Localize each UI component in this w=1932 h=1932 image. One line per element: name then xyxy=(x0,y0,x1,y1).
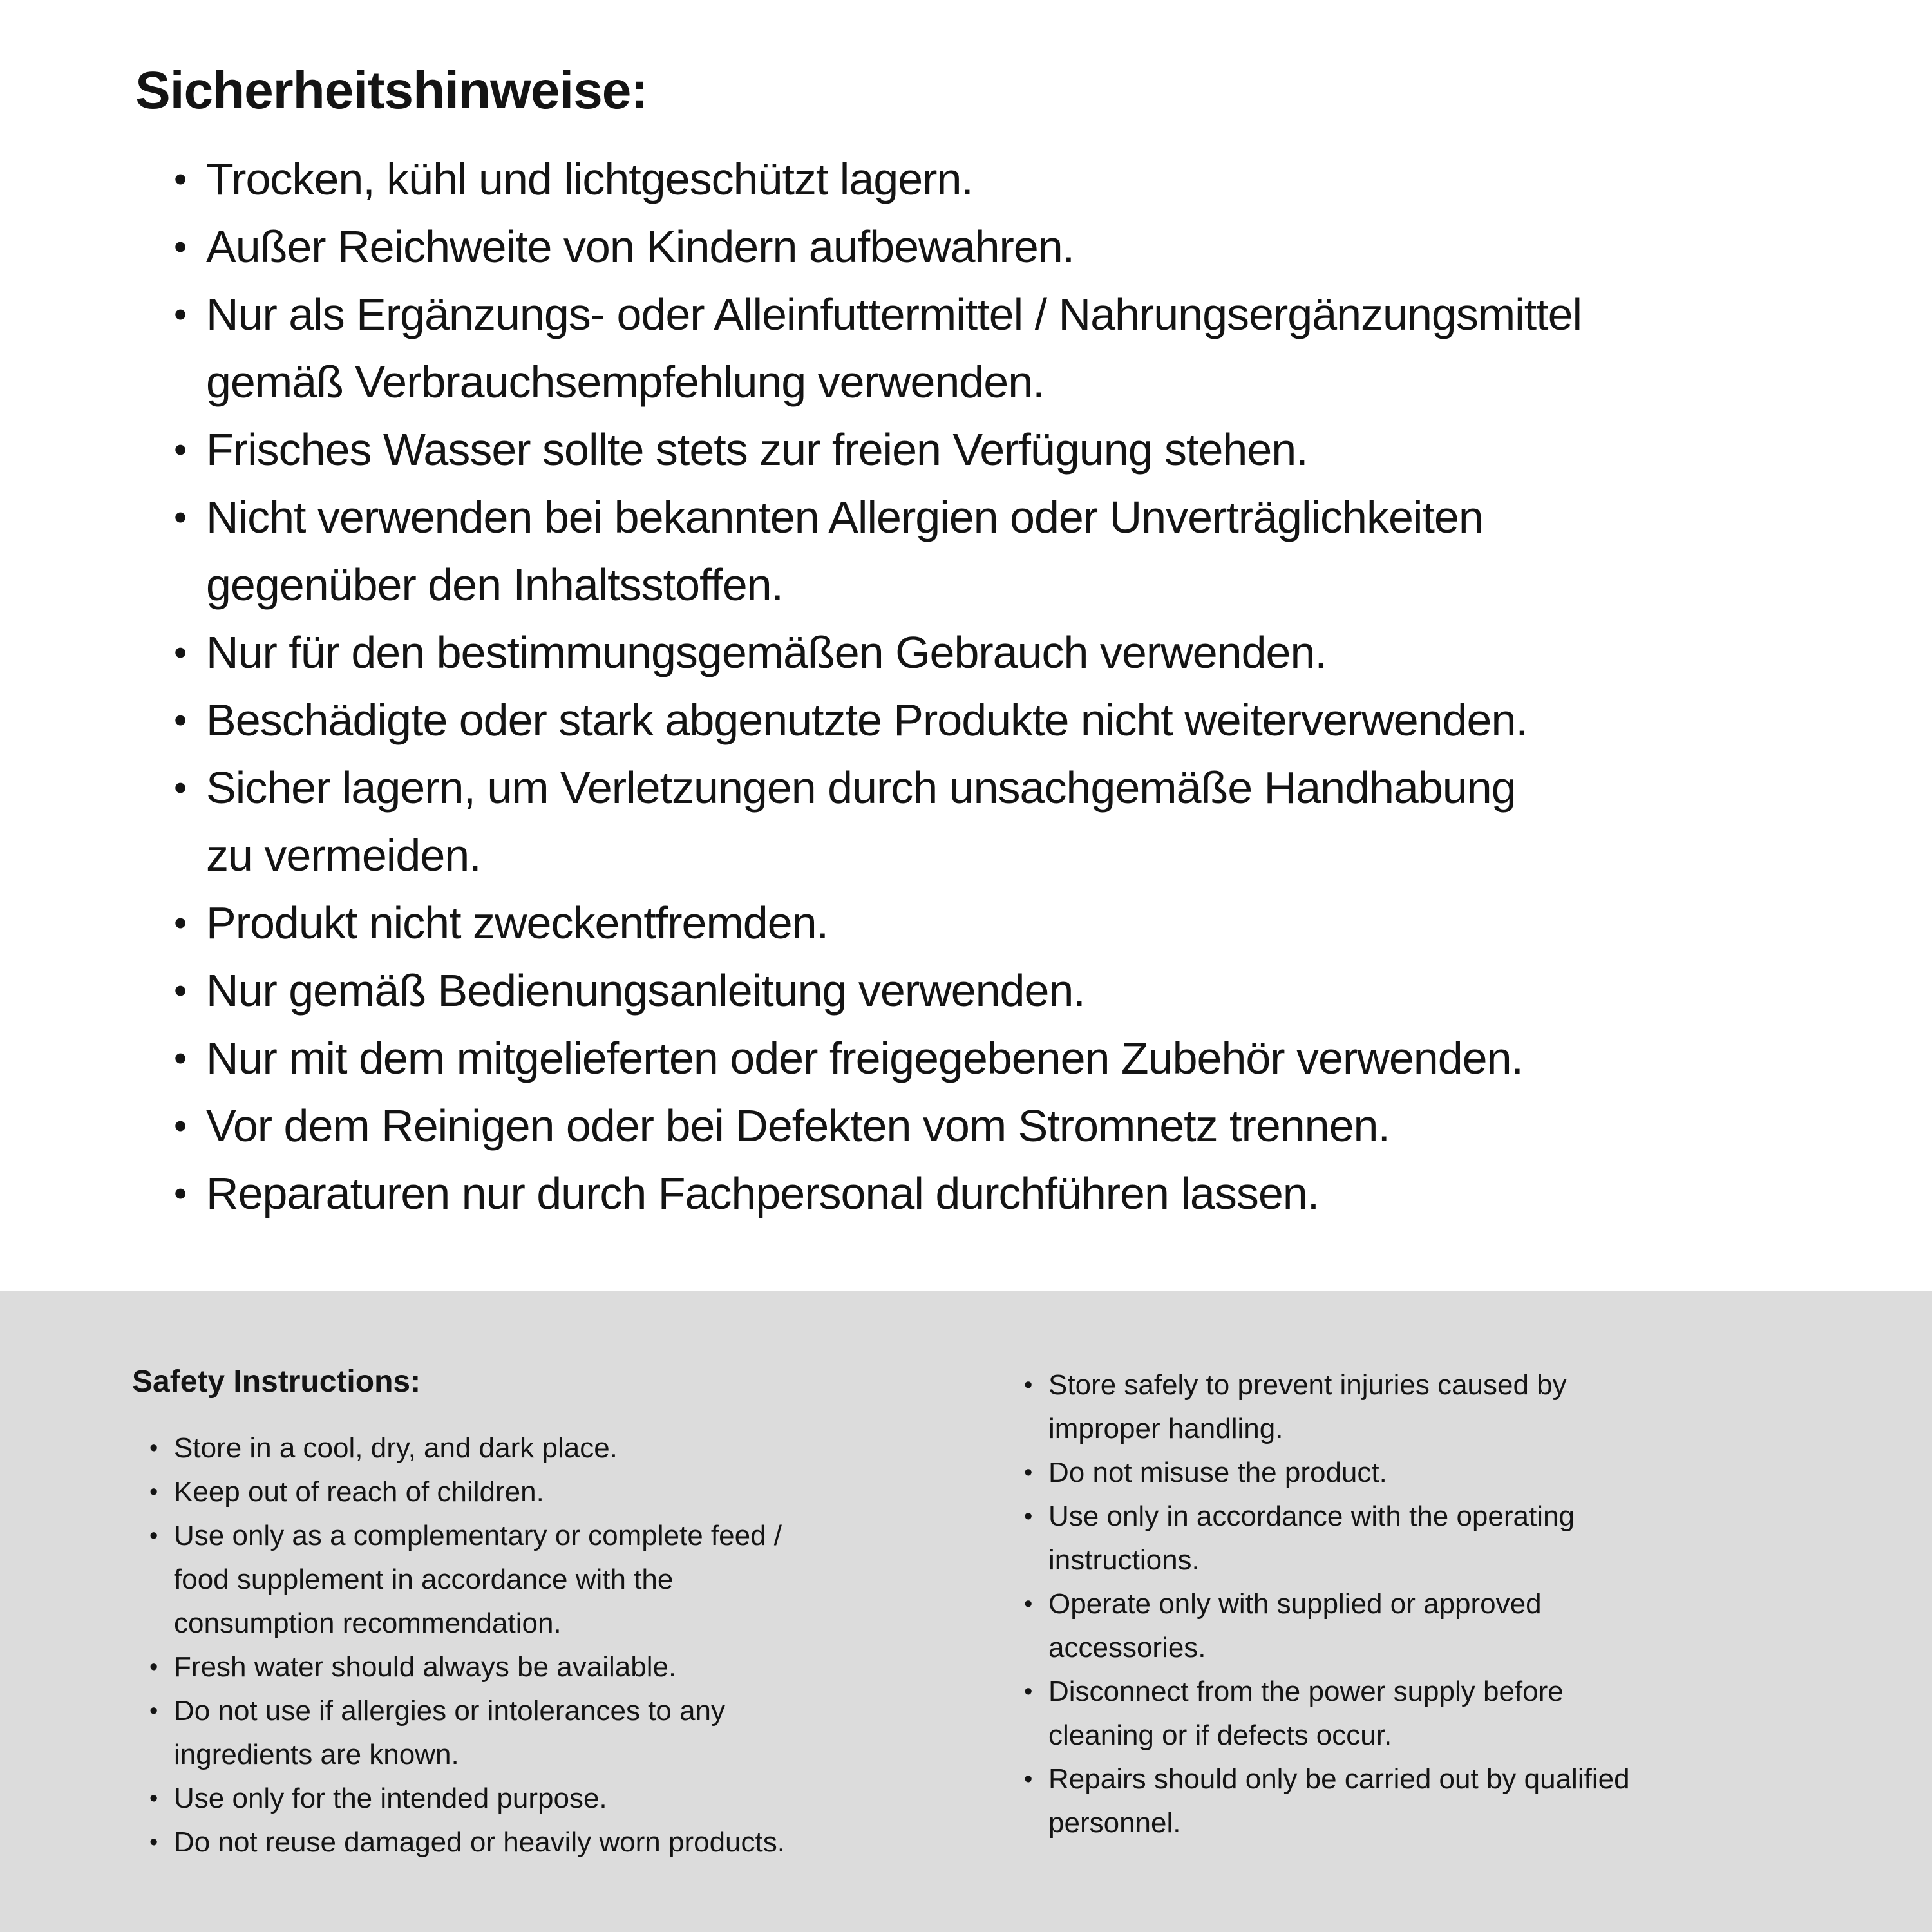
text-line: zu vermeiden. xyxy=(206,830,481,880)
list-item xyxy=(206,619,1932,687)
list-item xyxy=(206,1025,1932,1092)
text-line: • Produkt nicht zweckentfremden. xyxy=(206,898,829,948)
text-line: • Fresh water should always be available. xyxy=(174,1651,677,1683)
text-line: personnel. xyxy=(1048,1807,1181,1839)
text-line: • Trocken, kühl und lichtgeschützt lagern. xyxy=(206,154,973,204)
list-item xyxy=(174,1689,969,1777)
text-line: accessories. xyxy=(1048,1632,1206,1663)
list-item xyxy=(174,1470,969,1514)
text-line: • Vor dem Reinigen oder bei Defekten vom Stromnetz trennen. xyxy=(206,1101,1390,1151)
list-item xyxy=(174,1514,969,1645)
list-item xyxy=(206,754,1932,889)
text-line: • Frisches Wasser sollte stets zur freien Verfügung stehen. xyxy=(206,424,1308,475)
german-bullet-list xyxy=(135,146,1932,1227)
text-line: • Sicher lagern, um Verletzungen durch unsachgemäße Handhabung xyxy=(206,762,1516,813)
text-line: • Use only in accordance with the operating xyxy=(1048,1501,1575,1532)
list-item xyxy=(1048,1495,1630,1582)
text-line: • Nicht verwenden bei bekannten Allergien oder Unverträglichkeiten xyxy=(206,492,1483,542)
english-right-list xyxy=(1024,1363,1630,1845)
list-item xyxy=(206,1092,1932,1160)
text-line: consumption recommendation. xyxy=(174,1607,562,1639)
english-left-column xyxy=(132,1363,969,1864)
list-item xyxy=(1048,1670,1630,1757)
text-line: • Store safely to prevent injuries caused by xyxy=(1048,1369,1567,1401)
text-line: gegenüber den Inhaltsstoffen. xyxy=(206,560,784,610)
text-line: • Nur mit dem mitgelieferten oder freigegebenen Zubehör verwenden. xyxy=(206,1033,1523,1083)
text-line: improper handling. xyxy=(1048,1413,1283,1444)
list-item xyxy=(206,687,1932,754)
english-heading: Safety Instructions: xyxy=(132,1365,421,1399)
text-line: • Store in a cool, dry, and dark place. xyxy=(174,1432,618,1464)
text-line: • Beschädigte oder stark abgenutzte Produkte nicht weiterverwenden. xyxy=(206,695,1528,745)
text-line: • Reparaturen nur durch Fachpersonal durchführen lassen. xyxy=(206,1168,1320,1218)
list-item xyxy=(1048,1757,1630,1845)
text-line: cleaning or if defects occur. xyxy=(1048,1719,1392,1751)
list-item xyxy=(206,889,1932,957)
text-line: instructions. xyxy=(1048,1544,1200,1576)
text-line: food supplement in accordance with the xyxy=(174,1564,674,1595)
text-line: • Disconnect from the power supply before xyxy=(1048,1676,1564,1707)
text-line: • Do not reuse damaged or heavily worn products. xyxy=(174,1826,785,1858)
german-heading: Sicherheitshinweise: xyxy=(135,61,648,120)
text-line: • Keep out of reach of children. xyxy=(174,1476,544,1508)
english-right-column xyxy=(1024,1363,1630,1845)
text-line: gemäß Verbrauchsempfehlung verwenden. xyxy=(206,357,1045,407)
list-item xyxy=(206,1160,1932,1227)
text-line: • Nur gemäß Bedienungsanleitung verwenden. xyxy=(206,965,1085,1016)
text-line: • Außer Reichweite von Kindern aufbewahren. xyxy=(206,222,1075,272)
text-line: • Use only as a complementary or complete feed / xyxy=(174,1520,782,1551)
list-item xyxy=(174,1426,969,1470)
list-item xyxy=(206,146,1932,213)
text-line: • Nur für den bestimmungsgemäßen Gebrauch verwenden. xyxy=(206,627,1327,677)
text-line: • Do not use if allergies or intolerances to any xyxy=(174,1695,726,1727)
list-item xyxy=(206,281,1932,416)
text-line: • Operate only with supplied or approved xyxy=(1048,1588,1542,1620)
gray-band xyxy=(0,1291,1932,1932)
list-item xyxy=(174,1777,969,1821)
list-item xyxy=(1048,1451,1630,1495)
list-item xyxy=(1048,1363,1630,1451)
list-item xyxy=(206,416,1932,484)
text-line: • Do not misuse the product. xyxy=(1048,1457,1387,1488)
german-section xyxy=(135,59,1932,1227)
text-line: • Repairs should only be carried out by qualified xyxy=(1048,1763,1630,1795)
list-item xyxy=(1048,1582,1630,1670)
list-item xyxy=(206,213,1932,281)
english-columns xyxy=(0,1291,1932,1864)
list-item xyxy=(174,1821,969,1864)
list-item xyxy=(206,484,1932,619)
list-item xyxy=(206,957,1932,1025)
text-line: • Nur als Ergänzungs- oder Alleinfuttermittel / Nahrungsergänzungsmittel xyxy=(206,289,1582,339)
text-line: • Use only for the intended purpose. xyxy=(174,1783,607,1814)
list-item xyxy=(174,1645,969,1689)
text-line: ingredients are known. xyxy=(174,1739,459,1770)
english-left-list xyxy=(132,1426,969,1864)
